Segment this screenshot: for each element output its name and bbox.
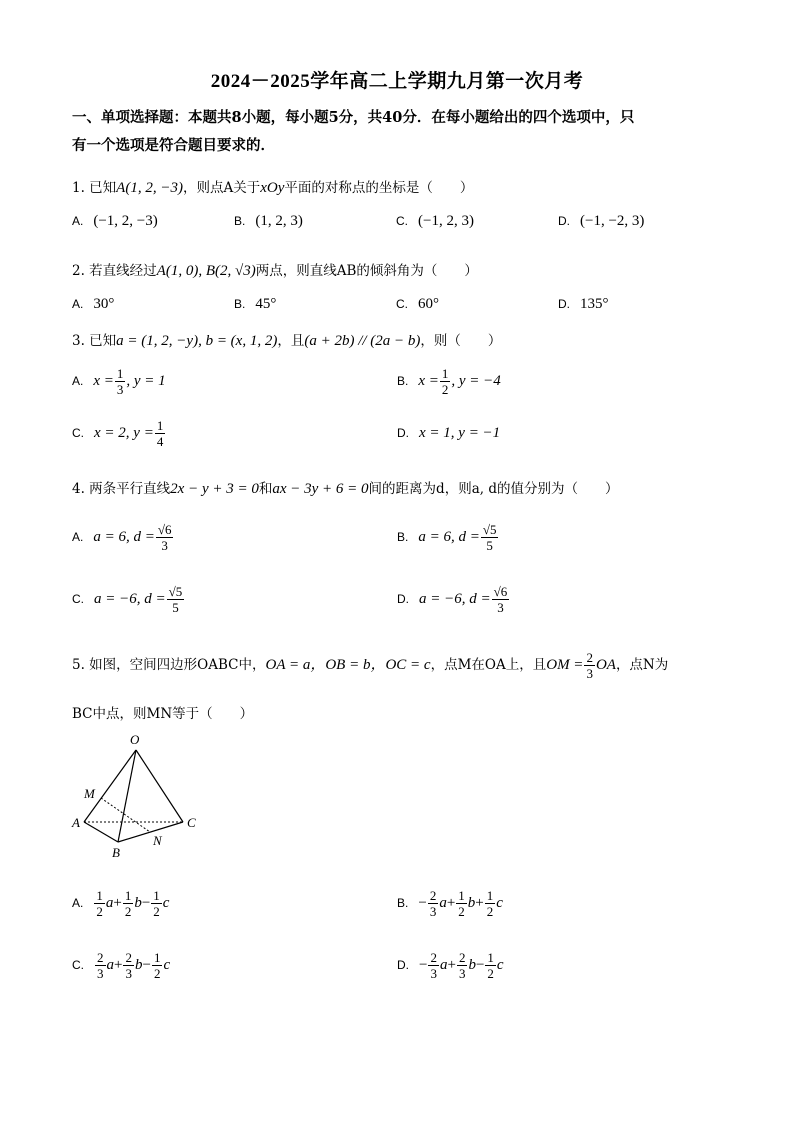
question-1 [72,176,473,197]
vector: a [439,895,447,911]
q1-suffix: 平面的对称点的坐标是（ ） [284,180,474,196]
edge-ob [118,750,136,842]
q1-point: A(1, 2, −3) [116,180,183,196]
question-4 [72,477,618,498]
q1-mid: ，则点A关于 [182,180,261,196]
q1-prefix: 1. 已知 [72,180,117,196]
q4-line2: ax − 3y + 6 = 0 [272,481,369,497]
q4-option-b[interactable]: B. a = 6, d = $\frac{√5}{5}$ [397,522,497,553]
page-title: 2024－2025学年高二上学期九月第一次月考 [210,71,584,92]
coefficient: $\frac{1}{2}$ [124,888,132,919]
q5-om-num: 2 [586,650,593,665]
q1-option-b[interactable]: B. (1, 2, 3) [234,213,303,229]
q1-plane: xOy [260,180,285,196]
q4-suffix: 间的距离为d，则a, d的值分别为（ ） [368,481,619,497]
coefficient: $\frac{2}{3}$ [429,888,437,919]
coefficient: $\frac{1}{2}$ [487,950,494,981]
question-3 [72,329,501,350]
sign: + [114,957,123,973]
vector: b [134,895,142,911]
edge-ab [84,822,118,842]
coefficient: $\frac{2}{3}$ [97,950,104,981]
coefficient: $\frac{1}{2}$ [458,888,465,919]
q3-option-c[interactable]: C. x = 2, y = $\frac{1}{4}$ [72,418,164,449]
section-heading-line2: 有一个选项是符合题目要求的． [72,137,275,154]
q3-suffix: ，则（ ） [420,333,502,349]
q3-option-b[interactable]: B. x = $\frac{1}{2}$ , y = −4 [397,366,501,397]
q5-vectors: OA = a，OB = b，OC = c [265,657,431,673]
q3-mid: ，且 [277,333,305,349]
vector: a [105,895,114,911]
q1-option-a[interactable]: A. (−1, 2, −3) [72,213,158,229]
edge-bc [118,822,183,842]
section-heading [72,104,722,160]
q4-line1: 2x − y + 3 = 0 [170,481,259,497]
q4-option-a[interactable]: A. a = 6, d = $\frac{√6}{3}$ [72,522,172,553]
q3-option-d[interactable]: D. x = 1, y = −1 [397,425,501,441]
q5-om-post: OA [595,657,616,673]
q3-vectors: a = (1, 2, −y), b = (x, 1, 2) [116,333,278,349]
label-n: N [153,833,162,848]
q1-option-d[interactable]: D. (−1, −2, 3) [558,213,645,229]
coefficient: $\frac{2}{3}$ [430,950,437,981]
label-m: M [84,786,95,801]
q5-option-d[interactable]: D. − $\frac{2}{3}$ a+ $\frac{2}{3}$ b− $\frac{1}{2}$ c [397,950,504,981]
tetrahedron-diagram [70,730,210,860]
q4-mid: 和 [258,481,273,497]
label-a: A [72,815,80,830]
question-5-line1 [72,650,668,681]
edge-oc [136,750,183,822]
coefficient: $\frac{2}{3}$ [125,950,132,981]
q2-suffix: 两点，则直线AB的倾斜角为（ ） [255,263,478,279]
q4-prefix: 4. 两条平行直线 [72,481,171,497]
sign: − [141,895,151,911]
coefficient: $\frac{1}{2}$ [486,888,494,919]
sign: + [447,957,456,973]
q3-option-a[interactable]: A. x = $\frac{1}{3}$ , y = 1 [72,366,166,397]
q2-option-b[interactable]: B. 45° [234,296,277,312]
sign: − [475,957,485,973]
coefficient: $\frac{1}{2}$ [153,950,161,981]
sign: − [142,957,151,973]
section-heading-line1: 一、单项选择题：本题共8小题，每小题5分，共40分．在每小题给出的四个选项中，只 [72,109,635,126]
coefficient: $\frac{1}{2}$ [153,888,160,919]
q2-option-c[interactable]: C. 60° [396,296,439,312]
vector: a [439,957,448,973]
vector: c [163,957,171,973]
q5-option-b[interactable]: B. − $\frac{2}{3}$ a+ $\frac{1}{2}$ b+ $\frac{1}{2}$ c [397,888,503,919]
q5-option-c[interactable]: C. $\frac{2}{3}$ a+ $\frac{2}{3}$ b− $\frac{1}{2}$ c [72,950,171,981]
q5-option-a[interactable]: A. $\frac{1}{2}$ a+ $\frac{1}{2}$ b− $\frac{1}{2}$ c [72,888,170,919]
q1-option-c[interactable]: C. (−1, 2, 3) [396,213,474,229]
q2-option-d[interactable]: D. 135° [558,296,609,312]
question-2 [72,259,478,280]
vector: c [496,895,503,911]
vector: b [467,895,476,911]
vector: b [468,957,476,973]
q5-om: OM = [546,657,584,673]
vector: c [496,957,504,973]
q5-intro: 5. 如图，空间四边形OABC中， [72,657,266,673]
q4-option-c[interactable]: C. a = −6, d = $\frac{√5}{5}$ [72,584,183,615]
q2-option-a[interactable]: A. 30° [72,296,115,312]
q5-om-den: 3 [586,666,593,681]
label-b: B [112,845,120,860]
sign: − [419,957,428,973]
sign: + [446,895,456,911]
vector: b [134,957,143,973]
coefficient: $\frac{1}{2}$ [96,888,103,919]
label-o: O [130,732,140,747]
sign: + [475,895,484,911]
question-5-line2: BC中点，则MN等于（ ） [72,706,254,722]
label-c: C [187,815,196,830]
q3-condition: (a + 2b) // (2a − b) [304,333,421,349]
q3-prefix: 3. 已知 [72,333,117,349]
vector: a [106,957,114,973]
q2-prefix: 2. 若直线经过 [72,263,157,279]
q2-points: A(1, 0), B(2, √3) [156,263,256,279]
sign: − [418,895,427,911]
coefficient: $\frac{2}{3}$ [458,950,466,981]
q5-end: ，点N为 [615,657,669,673]
vector: c [162,895,170,911]
q5-mid: ，点M在OA上，且 [430,657,547,673]
sign: + [113,895,122,911]
q4-option-d[interactable]: D. a = −6, d = $\frac{√6}{3}$ [397,584,508,615]
